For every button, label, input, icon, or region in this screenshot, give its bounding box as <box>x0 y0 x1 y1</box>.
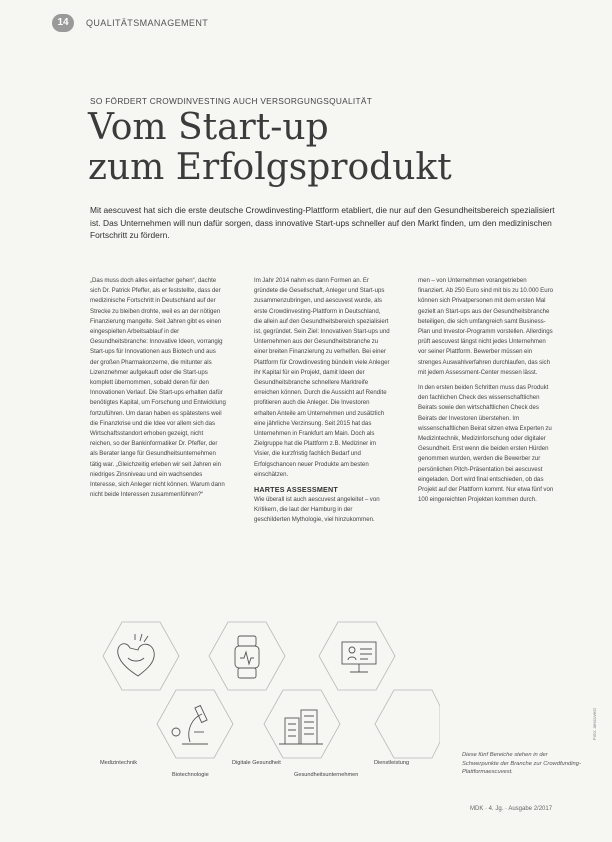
body-paragraph: In den ersten beiden Schritten muss das Produkt den fachlichen Check des wissenschaftlichen Beirats sowie den wirtschaftlichen Check des Beirats der Investoren überstehen. Im wissenschaftlichen Beirat sitzen etwa Experten zu Medizintechnik, Medizinforschung oder digitaler Gesundheit. Erst wenn die beiden ersten Hürden genommen wurden, werden die Bewerber zur persönlichen Pitch-Präsentation bei aescuvest eingeladen. Dort wird final entschieden, ob das Projekt auf der Plattform kommt. Nur etwa fünf von 100 eingereichten Projekten kommen durch. <box>418 384 554 504</box>
photo-credit: Foto: aescuvest <box>592 708 597 740</box>
body-paragraph: men – von Unternehmen vorangetrieben finanziert. Ab 250 Euro sind mit bis zu 10.000 Euro können sich Privatpersonen mit dem ersten Mal gezielt an Start-ups aus der Gesundheitsbranche beteiligen, die sich umfangreich samt Business-Plan und Investor-Programm vorstellen. Allerdings prüft aescuvest längst nicht jedes Unternehmen vor seiner Plattform. Bewerber müssen ein strenges Auswahlverfahren durchlaufen, das sich mit jedem Assessment-Center messen lässt. <box>418 277 554 376</box>
hexagon-graphic <box>80 614 440 784</box>
headline-line-2: zum Erfolgsprodukt <box>88 147 452 188</box>
article-kicker: SO FÖRDERT CROWDINVESTING AUCH VERSORGUNGSQUALITÄT <box>90 96 373 106</box>
body-column-2 <box>254 276 390 526</box>
body-paragraph: „Das muss doch alles einfacher gehen“, dachte sich Dr. Patrick Pfeffer, als er feststellte, dass der medizinische Fortschritt in Deutschland auf der Strecke zu bleiben drohte, weil es an der nötigen Finanzierung mangelte. Seit Jahren gibt es einen eingespielten Arbeitsablauf in der Gesundheitsbranche: Innovative Ideen, vorrangig Start-ups für Innovationen aus Biotech und aus der großen Pharmakonzerne, die mitunter als Lizenznehmer aufgekauft oder die Start-ups komplett übernommen, sobald deren für den Innovationen Verlauf. Die Start-ups erhalten dafür benötigtes Kapital, um Forschung und Entwicklung fortzuführen. Um daran haben es spätestens weil die Finanzkrise und die Idee vor allem sich das Wirtschaftsstandort erhoben gezeigt, nicht reichen, so der Bankinformatiker Dr. Pfeffer, der als Berater lange für Gesundheitsunternehmen tätig war. „Gleichzeitig erleben wir seit Jahren ein niedriges Zinsniveau und ein wachsendes Interesse, sich Anleger nicht können. Warum dann nicht beide Interessen zusammenführen?“ <box>90 277 226 499</box>
diagram-caption: Diese fünf Bereiche stehen in der Schwerpunkte der Branche zur Crowdfunding-Plattformaescuvest. <box>462 752 581 776</box>
section-subhead: HARTES ASSESSMENT <box>254 485 339 495</box>
hexagon-gesundheitsunternehmen <box>264 690 340 758</box>
heart-icon <box>118 634 155 676</box>
section-label: QUALITÄTSMANAGEMENT <box>86 18 209 28</box>
page-footer: MDK · 4. Jg. · Ausgabe 2/2017 <box>470 806 553 812</box>
body-column-3 <box>418 276 554 505</box>
smartwatch-icon <box>235 636 259 678</box>
hexagon-biotechnologie <box>157 690 233 758</box>
article-lead: Mit aescuvest hat sich die erste deutsche Crowdinvesting-Plattform etabliert, die nur auf den Gesundheitsbereich spezialisiert ist. Das Unternehmen will nun dafür sorgen, dass innovative Start-ups schneller auf den Markt finden, um den medizinischen Fortschritt zu fördern. <box>90 205 555 241</box>
buildings-icon <box>279 710 323 744</box>
hexagon-dienstleistung <box>319 622 395 690</box>
article-headline <box>88 108 528 188</box>
hexagon-medizintechnik <box>103 622 179 690</box>
hexagon-empty <box>375 690 440 758</box>
label-digitale-gesundheit: Digitale Gesundheit <box>232 760 281 766</box>
label-biotechnologie: Biotechnologie <box>172 772 209 778</box>
page-number-badge: 14 <box>52 14 74 32</box>
body-column-1 <box>90 276 226 500</box>
sector-hexagon-diagram <box>80 614 440 784</box>
label-medizintechnik: Medizintechnik <box>100 760 137 766</box>
body-paragraph: Im Jahr 2014 nahm es dann Formen an. Er gründete die Gesellschaft, Anleger und Start-ups zusammenzubringen, und aescuvest wurde, als erste Crowdinvesting-Plattform in Deutschland, die allein auf den Gesundheitsbereich spezialisiert ist, gegründet. Sein Ziel: Innovativen Start-ups und Unternehmen aus der Gesundheitsbranche zu einer breiten Finanzierung zu verhelfen. Bei einer Plattform für Crowdinvesting bündeln viele Anleger ihr Kapital für ein Projekt, damit Ideen der Gesundheitsbranche schnellere Marktreife erreichen können. Durch die Aussicht auf Rendite profitieren auch die Anleger. Die Investoren erhalten Anteile am Unternehmen und zusätzlich eine jährliche Verzinsung. Seit 2015 hat das Unternehmen in Frankfurt am Main. Doch als Zielgruppe hat die Plattform z.B. Mediziner im Visier, die kurzfristig fachlich Bedarf und Erfolgschancen neuer Produkte am besten einschätzen. <box>254 277 390 478</box>
label-dienstleistung: Dienstleistung <box>374 760 410 766</box>
label-gesundheitsunternehmen: Gesundheitsunternehmen <box>294 772 359 778</box>
body-paragraph: Wie überall ist auch aescuvest angeleitet – von Kritikern, die laut der Hamburg in der geschilderten Mythologie, viel hinzukommen. <box>254 496 380 524</box>
headline-line-1: Vom Start-up <box>88 107 329 148</box>
presentation-screen-icon <box>342 642 376 672</box>
microscope-icon <box>172 705 208 744</box>
